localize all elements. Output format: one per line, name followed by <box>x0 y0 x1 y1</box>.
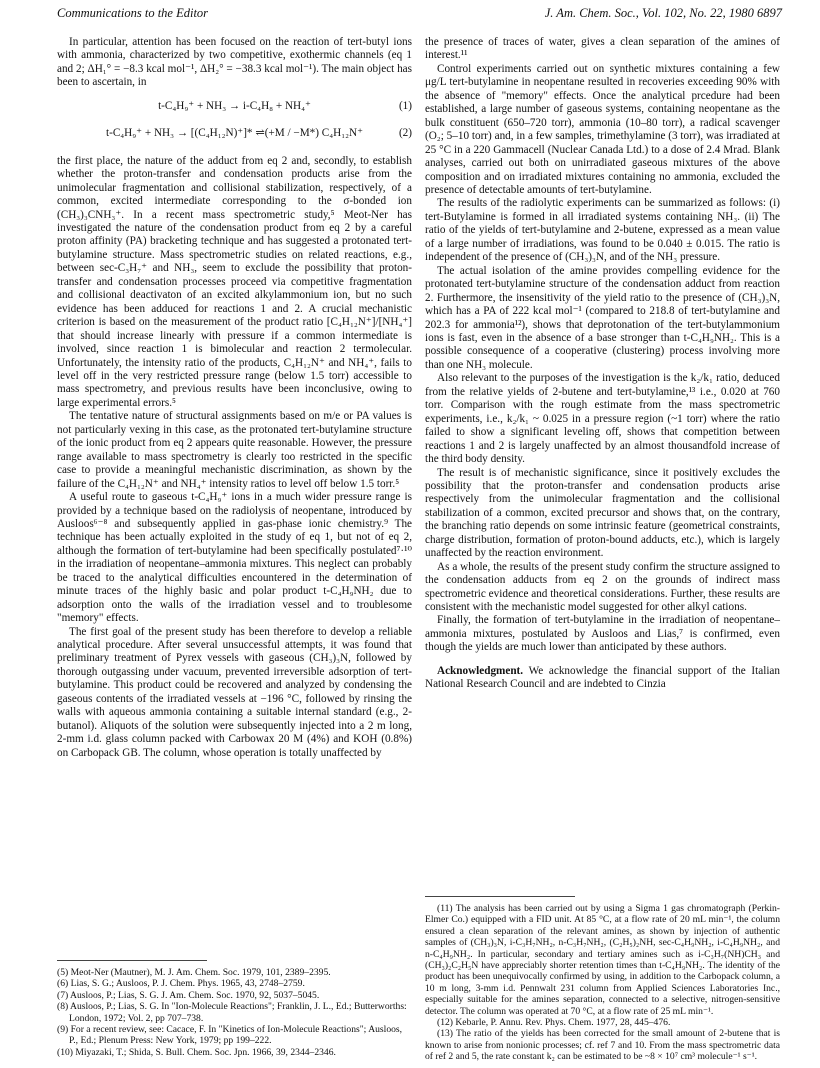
footnotes-left <box>57 967 412 1058</box>
equation-text: t-C₄H₉⁺ + NH₃ → i-C₄H₈ + NH₄⁺ <box>158 99 311 112</box>
left-column <box>57 36 412 760</box>
equation-number: (1) <box>398 99 412 112</box>
paragraph: the presence of traces of water, gives a clean separation of the amines of interest.¹¹ <box>425 36 780 62</box>
acknowledgment-label: Acknowledgment. <box>437 664 524 677</box>
paragraph: Finally, the formation of tert-butylamine in the irradiation of neopentane–ammonia mixtures, postulated by Ausloos and Lias,⁷ is confirmed, even though the yields are much lower than anticipated by these authors. <box>425 614 780 654</box>
acknowledgment-text: We acknowledge the financial support of the Italian National Research Council and are indebted to Cinzia <box>425 664 780 691</box>
acknowledgment <box>425 665 780 692</box>
footnote: (12) Kebarle, P. Annu. Rev. Phys. Chem. 1977, 28, 445–476. <box>437 1017 671 1029</box>
equation-2 <box>57 127 412 140</box>
footnote: (10) Miyazaki, T.; Shida, S. Bull. Chem. Soc. Jpn. 1966, 39, 2344–2346. <box>57 1046 336 1058</box>
paragraph: The actual isolation of the amine provides compelling evidence for the protonated tert-butylamine structure of the condensation adduct from reaction 2. Furthermore, the insensitivity of the yield ratio to the presence of (CH₃)₃N, which has a PA of 222 kcal mol⁻¹ (compared to 218.8 of tert-butylamine and 202.3 for ammonia¹²), shows that deprotonation of the tert-butylammonium ions is fast, even in the absence of a base stronger than t-C₄H₉NH₂. This is a possible consequence of a cooperative (clustering) process involving more than one NH₃ molecule. <box>425 264 780 371</box>
paragraph: Control experiments carried out on synthetic mixtures containing a few μg/L tert-butylamine in neopentane resulted in recoveries exceeding 90% with the absence of "memory" effects. Once the analytical prcedure had been established, a large number of gaseous systems, containing neopentane as the bulk constituent (650–720 torr), ammonia (10–80 torr), a radical scavenger (O₂; 5–10 torr) and, in a few samples, trimethylamine (3 torr), was irradiated at 25 °C in a 220 Gammacell (Nuclear Canada Ltd.) to a dose of 2.4 Mrad. Blank analyses, carried out both on unirradiated gaseous mixtures of the above composition and on irradiated mixtures containing no ammonia, excluded the presence of detectable amounts of tert-butylamine. <box>425 62 780 196</box>
footnote-divider <box>57 960 207 961</box>
paragraph: In particular, attention has been focused on the reaction of tert-butyl ions with ammonia, characterized by two competitive, exothermic channels (eq 1 and 2; ΔH₁° = −8.3 kcal mol⁻¹, ΔH₂° = −38.3 kcal mol⁻¹). The main object has been to ascertain, in <box>57 36 412 89</box>
footnotes-right <box>425 903 780 1063</box>
footnote: (7) Ausloos, P.; Lias, S. G. J. Am. Chem. Soc. 1970, 92, 5037–5045. <box>57 989 320 1001</box>
equation-1 <box>57 100 412 113</box>
running-header-left: Communications to the Editor <box>57 6 209 20</box>
footnote: (6) Lias, S. G.; Ausloos, P. J. Chem. Phys. 1965, 43, 2748–2759. <box>57 978 305 990</box>
right-column <box>425 36 780 692</box>
paragraph: The result is of mechanistic significance, since it positively excludes the possibility that the proton-transfer and condensation products arise respectively from the unimolecular fragmentation and the collisional stabilization of a common, excited precursor and shows that, on the contrary, the branching ratio depends on some intrinsic feature (geometrical constraints, charge distribution, formation of proton-bound adducts, etc.), which is largely unaffected by the reaction environment. <box>425 466 780 560</box>
equation-text: t-C₄H₉⁺ + NH₃ → [(C₄H₁₂N)⁺]* ⇌(+M / −M*) C₄H₁₂N⁺ <box>105 127 363 140</box>
footnote: (5) Meot-Ner (Mautner), M. J. Am. Chem. Soc. 1979, 101, 2389–2395. <box>57 967 331 978</box>
footnote: (9) For a recent review, see: Cacace, F. In "Kinetics of Ion-Molecule Reactions"; Ausloos, P., Ed.; Plenum Press: New York, 1979; pp 199–222. <box>57 1024 403 1047</box>
paragraph: As a whole, the results of the present study confirm the structure assigned to the condensation adducts from eq 2 on the grounds of indirect mass spectrometric evidence and theoretical considerations. Further, these results are consistent with the mechanistic model suggested for other alkyl cations. <box>425 560 780 614</box>
paragraph: The first goal of the present study has been therefore to develop a reliable analytical procedure. After several unsuccessful attempts, it was found that preliminary treatment of Pyrex vessels with gaseous (CH₃)₃N, followed by thorough outgassing under vacuum, prevented irreversible adsorption of tert-butylamine. This product could be recovered and analyzed by condensing the gaseous contents of the irradiated vessels at −196 °C, followed by rinsing the walls with aqueous ammonia containing a suitable internal standard (e.g., 2-butanol). Aliquots of the solution were subsequently injected into a 2 m long, 2-mm i.d. glass column packed with Carbowax 20 M (4%) and KOH (0.8%) on Carbopack GB. The column, whose operation is totally unaffected by <box>57 625 412 759</box>
footnote: (11) The analysis has been carried out by using a Sigma 1 gas chromatograph (Perkin-Elmer Co.) equipped with a FID unit. At 85 °C, at a flow rate of 20 mL min⁻¹, the column ensured a clean separation of the relevant amines, as shown by injection of authentic samples of (CH₃)₃N, i-C₃H₇NH₂, n-C₃H₇NH₂, (C₂H₅)₂NH, sec-C₄H₉NH₂, i-C₄H₉NH₂, and n-C₄H₉NH₂. In particular, secondary and tertiary amines such as i-C₃H₇(NH)CH₃ and (CH₃)₂C₂H₅N have appreciably shorter retention times than t-C₄H₉NH₂. The identity of the product has been unequivocally confirmed by using, in addition to the Carbopack column, a 10 m long, 3-mm i.d. Pennwalt 231 column from Applied Sciences Laboratories Inc., especially suitable for the amines separation, connected to a selective, nitrogen-sensitive detector. The column was operated at 70 °C, at a flow rate of 25 mL min⁻¹. <box>425 903 780 1017</box>
paragraph: The tentative nature of structural assignments based on m/e or PA values is not particularly vexing in this case, as the protonated tert-butylamine structure of the ionic product from eq 2 appears quite reasonable. However, the pressure range available to mass spectrometry is clearly too restricted in the specific case to provide a meaningful mechanistic discrimination, as shown by the failure of the C₄H₁₂N⁺ and NH₄⁺ intensity ratios to level off below 1.5 torr.⁵ <box>57 410 412 490</box>
footnote-divider <box>425 896 575 897</box>
paragraph: A useful route to gaseous t-C₄H₉⁺ ions in a much wider pressure range is provided by a technique based on the radiolysis of neopentane, introduced by Ausloos⁶⁻⁸ and subsequently applied in gas-phase ionic chemistry.⁹ The technique has been actually exploited in the study of eq 1, but not of eq 2, although the formation of tert-butylamine had been specifically postulated⁷·¹⁰ in the irradiation of neopentane–ammonia mixtures. This neglect can probably be traced to the analytical difficulties encountered in the determination of minute traces of the highly basic and polar product t-C₄H₉NH₂ due to adsorption onto the walls of the irradiation vessel and to troublesome "memory" effects. <box>57 491 412 625</box>
paragraph: The results of the radiolytic experiments can be summarized as follows: (i) tert-Butylamine is formed in all irradiated systems containing NH₃. (ii) The ratio of the yields of tert-butylamine and 2-butene, expressed as a mean value of a large number of irradiations, was found to be 0.040 ± 0.015. The ratio is independent of the presence of (CH₃)₃N, and of the NH₃ pressure. <box>425 197 780 264</box>
paragraph: the first place, the nature of the adduct from eq 2 and, secondly, to establish whether the proton-transfer and condensation products arise from the unimolecular fragmentation and collisional stabilization, respectively, of a common, excited intermediate corresponding to the σ-bonded ion (CH₃)₃CNH₃⁺. In a recent mass spectrometric study,⁵ Meot-Ner has investigated the nature of the condensation product from eq 2 by a careful proton affinity (PA) bracketing technique and has suggested a protonated tert-butylamine structure. Mass spectrometric studies on related reactions, e.g., between sec-C₃H₇⁺ and NH₃, seem to exclude the possibility that proton-transfer and condensation processes proceed via competitive fragmentation and collisional deactivaton of an excited alkylammonium ion, but no such evidence has been adduced for reactions 1 and 2. A crucial mechanistic criterion is based on the measurement of the product ratio [C₄H₁₂N⁺]/[NH₄⁺] that should increase linearly with pressure if a common intermediate is involved, since reaction 1 is bimolecular and reaction 2 termolecular. Unfortunately, the intensity ratio of the products, C₄H₁₂N⁺ and NH₄⁺, fails to level off in the very restricted pressure range (below 1.5 torr) accessible to mass spectrometry, and previous results have been inconclusive, owing to large experimental errors.⁵ <box>57 154 412 409</box>
running-header-right: J. Am. Chem. Soc., Vol. 102, No. 22, 1980 6897 <box>544 6 782 20</box>
footnote: (8) Ausloos, P.; Lias, S. G. In "Ion-Molecule Reactions"; Franklin, J. L., Ed.; Butterworths: London, 1972; Vol. 2, pp 707–738. <box>57 1001 407 1024</box>
paragraph: Also relevant to the purposes of the investigation is the k₂/k₁ ratio, deduced from the relative yields of 2-butene and tert-butylamine,¹³ i.e., 0.020 at 760 torr. Comparison with the rough estimate from the mass spectrometric experiments, i.e., k₂/k₁ ~ 0.025 in a pressure region (~1 torr) where the ratio failed to show a significant leveling off, shows that competition between reactions 1 and 2 is largely unaffected by an almost thousandfold increase of the third body density. <box>425 372 780 466</box>
footnote: (13) The ratio of the yields has been corrected for the small amount of 2-butene that is known to arise from nonionic processes; cf. ref 7 and 10. From the mass spectrometric data of ref 2 and 5, the rate constant k₂ can be estimated to be ~8 × 10⁷ cm³ molecule⁻¹ s⁻¹. <box>425 1028 780 1063</box>
equation-number: (2) <box>398 127 412 140</box>
